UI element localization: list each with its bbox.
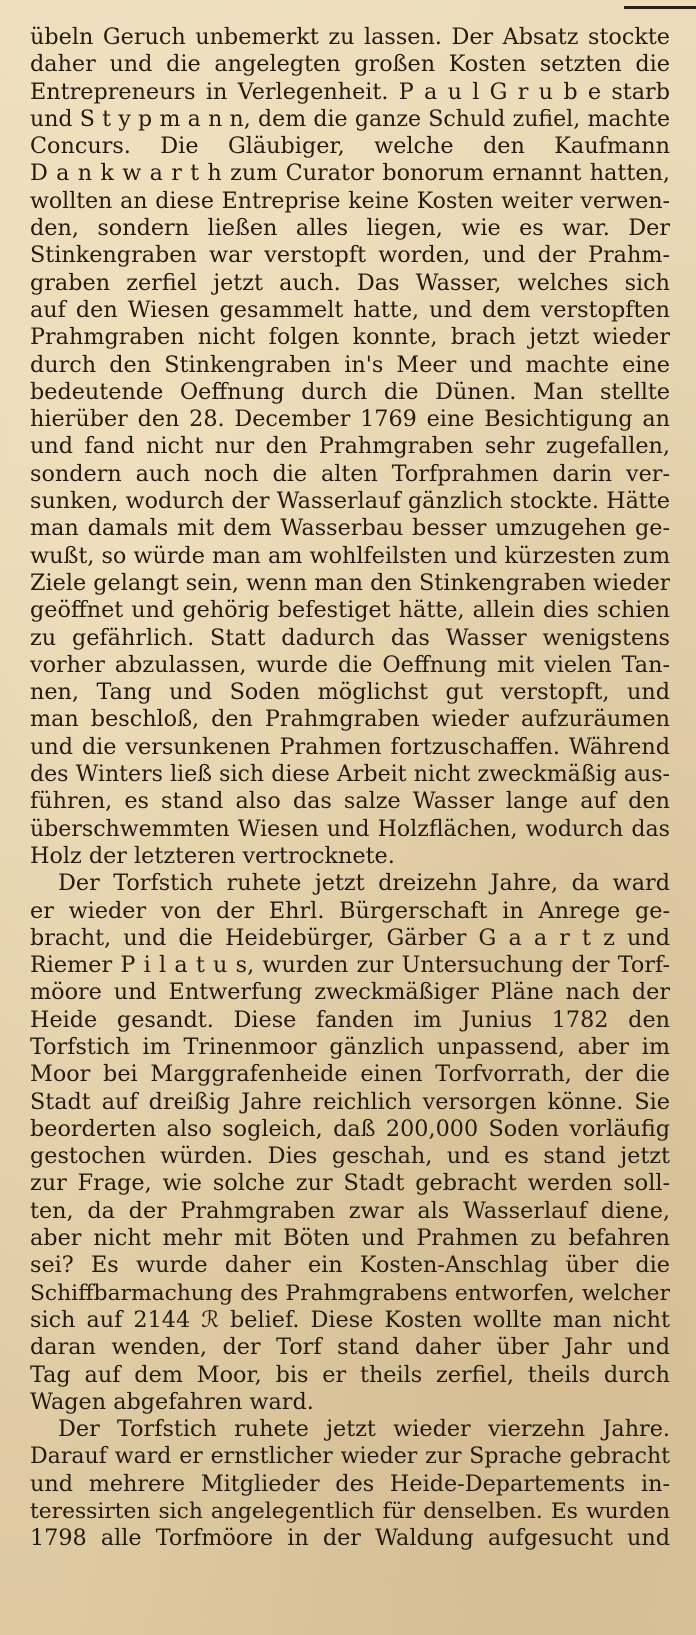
text-line: man damals mit dem Wasserbau besser umzugehen ge- [30,515,670,542]
text-line: Moor bei Marggrafenheide einen Torfvorrath, der die [30,1061,670,1088]
text-line: wußt, so würde man am wohlfeilsten und kürzesten zum [30,542,670,569]
text-line: Heide gesandt. Diese fanden im Junius 1782 den [30,1006,670,1033]
text-line: Entrepreneurs in Verlegenheit. P a u l G r u b e starb [30,78,670,105]
text-line: sondern auch noch die alten Torfprahmen darin ver- [30,460,670,487]
text-line: möore und Entwerfung zweckmäßiger Pläne nach der [30,979,670,1006]
text-line: graben zerfiel jetzt auch. Das Wasser, welches sich [30,269,670,296]
header-rule [624,6,696,9]
text-line: Tag auf dem Moor, bis er theils zerfiel, theils durch [30,1361,670,1388]
text-line: zur Frage, wie solche zur Stadt gebracht werden soll- [30,1170,670,1197]
text-line: sei? Es wurde daher ein Kosten-Anschlag über die [30,1252,670,1279]
text-line: man beschloß, den Prahmgraben wieder aufzuräumen [30,706,670,733]
text-line: er wieder von der Ehrl. Bürgerschaft in Anrege ge- [30,897,670,924]
text-line: D a n k w a r t h zum Curator bonorum ernannt hatten, [30,160,670,187]
text-line: sunken, wodurch der Wasserlauf gänzlich stockte. Hätte [30,488,670,515]
text-line: Concurs. Die Gläubiger, welche den Kaufmann [30,133,670,160]
text-line: und fand nicht nur den Prahmgraben sehr zugefallen, [30,433,670,460]
text-line: Darauf ward er ernstlicher wieder zur Sprache gebracht [30,1444,670,1470]
text-line: Schiffbarmachung des Prahmgrabens entworfen, welcher [30,1280,670,1306]
text-line: 1798 alle Torfmöore in der Waldung aufgesucht und [30,1525,670,1552]
text-line: den, sondern ließen alles liegen, wie es war. Der [30,215,670,242]
text-line: beorderten also sogleich, daß 200,000 Soden vorläufig [30,1115,670,1142]
text-line: geöffnet und gehörig befestiget hätte, allein dies schien [30,597,670,624]
text-line: Prahmgraben nicht folgen konnte, brach jetzt wieder [30,324,670,351]
text-line: zu gefährlich. Statt dadurch das Wasser wenigstens [30,624,670,651]
text-line: Wagen abgefahren ward. [30,1388,314,1415]
text-line: Stadt auf dreißig Jahre reichlich versorgen könne. Sie [30,1088,670,1115]
text-column [30,24,670,1553]
text-line: nen, Tang und Soden möglichst gut verstopft, und [30,679,670,706]
text-line: durch den Stinkengraben in's Meer und machte eine [30,351,670,378]
text-line: und mehrere Mitglieder des Heide-Departements in- [30,1470,670,1497]
text-line: teressirten sich angelegentlich für denselben. Es wurden [30,1499,670,1525]
text-line: gestochen würden. Dies geschah, und es stand jetzt [30,1143,670,1170]
text-line: hierüber den 28. December 1769 eine Besichtigung an [30,406,670,433]
text-line: sich auf 2144 ℛ belief. Diese Kosten wollte man nicht [30,1306,670,1333]
text-line: Riemer P i l a t u s, wurden zur Untersuchung der Torf- [30,952,670,979]
text-line: führen, es stand also das salze Wasser lange auf den [30,788,670,815]
text-line: daher und die angelegten großen Kosten setzten die [30,51,670,78]
text-line: aber nicht mehr mit Böten und Prahmen zu befahren [30,1225,670,1252]
text-line: und die versunkenen Prahmen fortzuschaffen. Während [30,733,670,760]
text-line: übeln Geruch unbemerkt zu lassen. Der Absatz stockte [30,24,670,50]
text-line: wollten an diese Entreprise keine Kosten weiter verwen- [30,188,670,214]
text-line: ten, da der Prahmgraben zwar als Wasserlauf diene, [30,1197,670,1224]
text-line: Stinkengraben war verstopft worden, und der Prahm- [30,242,670,269]
text-line: Der Torfstich ruhete jetzt dreizehn Jahre, da ward [58,870,670,897]
text-line: überschwemmten Wiesen und Holzflächen, wodurch das [30,816,670,842]
text-line: des Winters ließ sich diese Arbeit nicht zweckmäßig aus- [30,762,670,788]
text-line: vorher abzulassen, wurde die Oeffnung mit vielen Tan- [30,651,670,678]
text-line: bedeutende Oeffnung durch die Dünen. Man stellte [30,378,670,405]
text-line: und S t y p m a n n, dem die ganze Schuld zufiel, machte [30,106,670,132]
text-line: auf den Wiesen gesammelt hatte, und dem verstopften [30,296,670,323]
text-line: Der Torfstich ruhete jetzt wieder vierzehn Jahre. [58,1416,670,1443]
text-line: Torfstich im Trinenmoor gänzlich unpassend, aber im [30,1033,670,1060]
text-line: Holz der letzteren vertrocknete. [30,842,395,869]
text-line: Ziele gelangt sein, wenn man den Stinkengraben wieder [30,569,670,596]
text-line: bracht, und die Heidebürger, Gärber G a a r t z und [30,924,670,951]
text-line: daran wenden, der Torf stand daher über Jahr und [30,1334,670,1361]
